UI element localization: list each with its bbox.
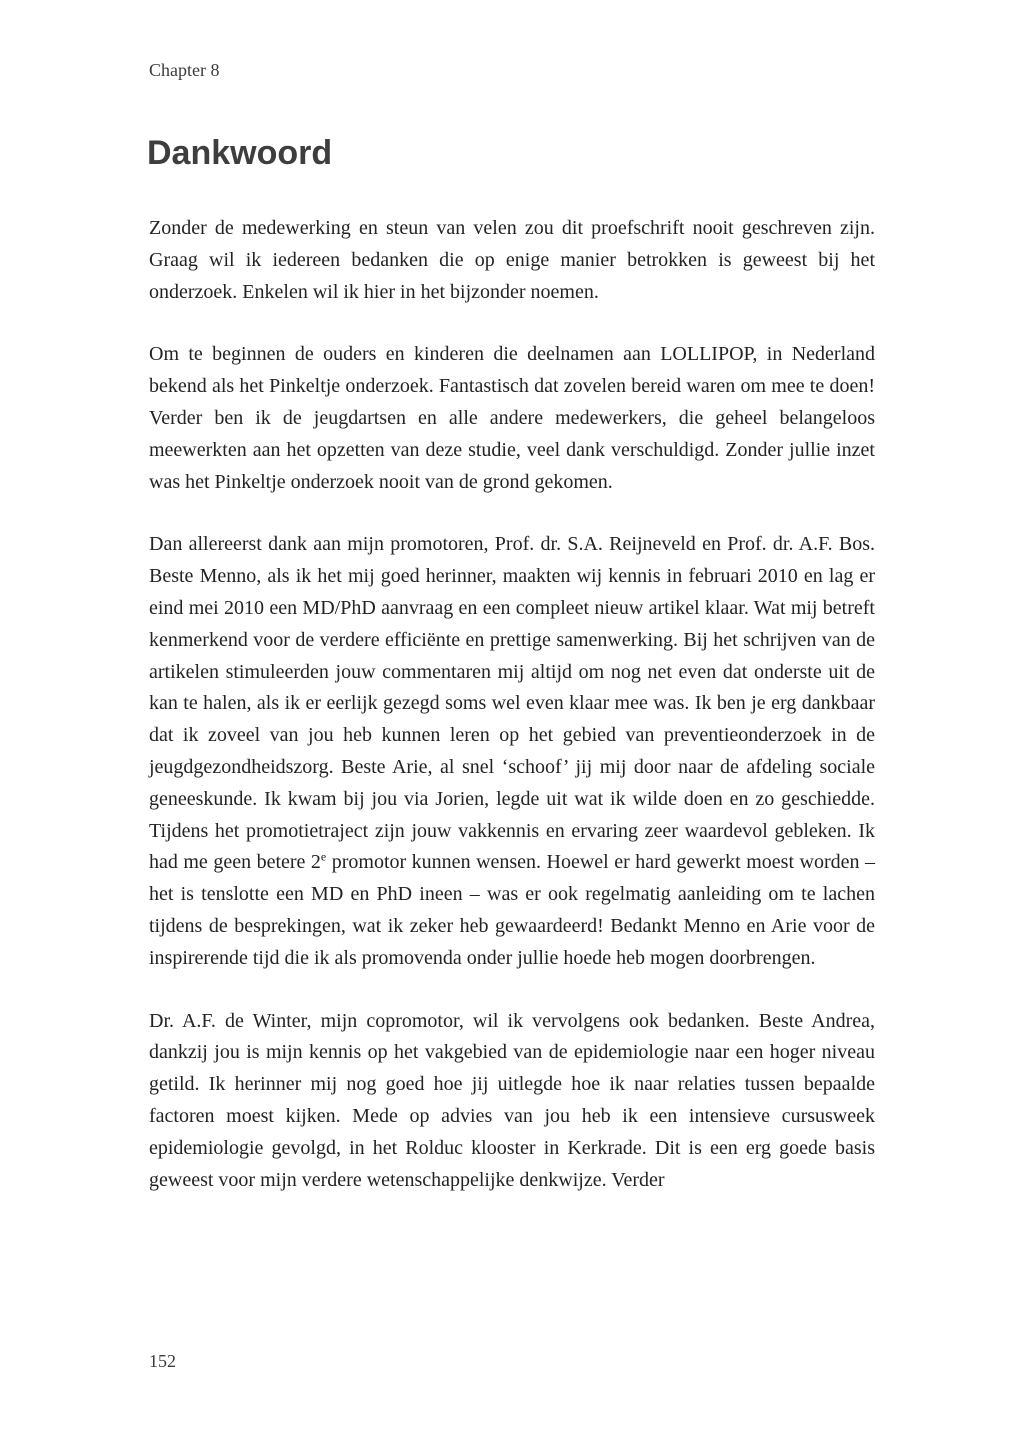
page-number: 152 — [149, 1351, 176, 1371]
paragraph-text: Dr. A.F. de Winter, mijn copromotor, wil ik vervolgens ook bedanken. Beste Andrea, dankzij jou is mijn kennis op het vakgebied van de epidemiologie naar een hoger niveau getild. Ik herinner mij nog goed hoe jij uitlegde hoe ik naar relaties tussen bepaalde factoren moest kijken. Mede op advies van jou heb ik een intensieve cursusweek epidemiologie gevolgd, in het Rolduc klooster in Kerkrade. Dit is een erg goede basis geweest voor mijn verdere wetenschappelijke denkwijze. Verder — [149, 1009, 875, 1191]
body-paragraphs — [149, 213, 875, 1227]
paragraph — [149, 1006, 875, 1197]
paragraph-text: Dan allereerst dank aan mijn promotoren, Prof. dr. S.A. Reijneveld en Prof. dr. A.F. Bos. Beste Menno, als ik het mij goed herinner, maakten wij kennis in februari 2010 en lag er eind mei 2010 een MD/PhD aanvraag en een compleet nieuw artikel klaar. Wat mij betreft kenmerkend voor de verdere efficiënte en prettige samenwerking. Bij het schrijven van de artikelen stimuleerden jouw commentaren mij altijd om nog net even dat onderste uit de kan te halen, als ik er eerlijk gezegd soms wel even klaar mee was. Ik ben je erg dankbaar dat ik zoveel van jou heb kunnen leren op het gebied van preventieonderzoek in de jeugdgezondheidszorg. Beste Arie, al snel ‘schoof’ jij mij door naar de afdeling sociale geneeskunde. Ik kwam bij jou via Jorien, legde uit wat ik wilde doen en zo geschiedde. Tijdens het promotietraject zijn jouw vakkennis en ervaring zeer waardevol gebleken. Ik had me geen betere 2 — [149, 533, 875, 874]
paragraph-text: Om te beginnen de ouders en kinderen die deelnamen aan LOLLIPOP, in Nederland bekend als het Pinkeltje onderzoek. Fantastisch dat zovelen bereid waren om mee te doen! Verder ben ik de jeugdartsen en alle andere medewerkers, die geheel belangeloos meewerkten aan het opzetten van deze studie, veel dank verschuldigd. Zonder jullie inzet was het Pinkeltje onderzoek nooit van de grond gekomen. — [149, 343, 875, 493]
paragraph-text: promotor kunnen wensen. Hoewel er hard gewerkt moest worden – het is tenslotte een MD en PhD ineen – was er ook regelmatig aanleiding om te lachen tijdens de besprekingen, wat ik zeker heb gewaardeerd! Bedankt Menno en Arie voor de inspirerende tijd die ik als promovenda onder jullie hoede heb mogen doorbrengen. — [149, 851, 875, 969]
paragraph — [149, 339, 875, 498]
paragraph — [149, 529, 875, 974]
superscript-text: e — [320, 849, 327, 864]
paragraph-text: Zonder de medewerking en steun van velen zou dit proefschrift nooit geschreven zijn. Graag wil ik iedereen bedanken die op enige manier betrokken is geweest bij het onderzoek. Enkelen wil ik hier in het bijzonder noemen. — [149, 217, 875, 303]
page-title: Dankwoord — [147, 134, 333, 172]
chapter-label: Chapter 8 — [149, 60, 220, 80]
paragraph — [149, 213, 875, 308]
